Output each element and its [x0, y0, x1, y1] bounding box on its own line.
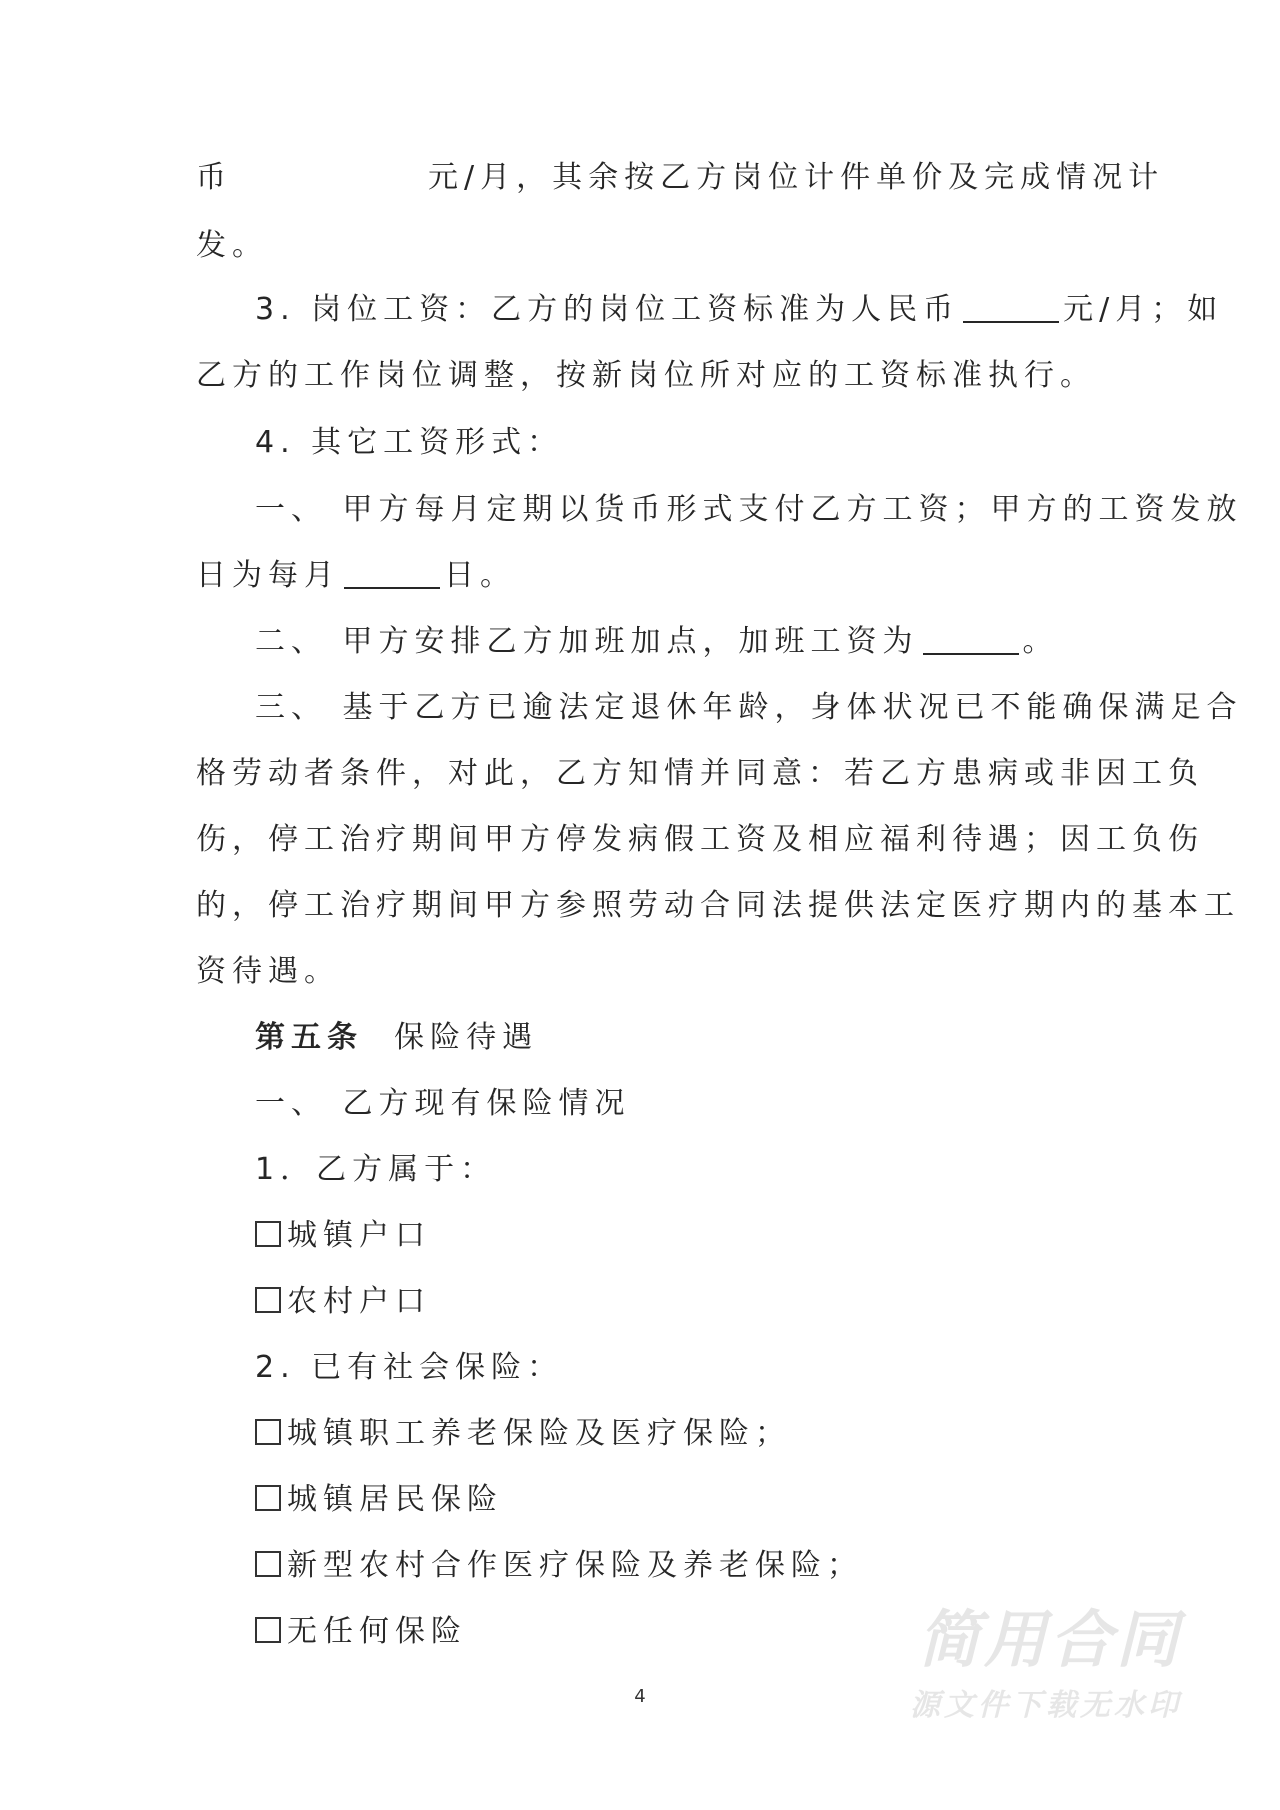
- checkbox-label: 城镇职工养老保险及医疗保险；: [287, 1416, 791, 1451]
- text-line-16: 1．乙方属于：: [255, 1152, 497, 1187]
- checkbox-icon[interactable]: [255, 1287, 281, 1313]
- text-segment: 日为每月: [196, 558, 340, 593]
- checkbox-label: 城镇户口: [287, 1218, 431, 1253]
- text-line-9: 三、 基于乙方已逾法定退休年龄，身体状况已不能确保满足合: [255, 690, 1243, 725]
- text-line-3: [255, 290, 1224, 330]
- article-title: 保险待遇: [394, 1020, 539, 1055]
- text-line-15: 一、 乙方现有保险情况: [255, 1086, 631, 1121]
- checkbox-icon[interactable]: [255, 1485, 281, 1511]
- checkbox-label: 农村户口: [287, 1284, 431, 1319]
- text-segment: 币: [196, 160, 232, 195]
- fill-in-blank: [923, 623, 1019, 655]
- checkbox-urban-resident-insurance[interactable]: [255, 1480, 1155, 1520]
- checkbox-rural-cooperative-insurance[interactable]: [255, 1546, 1155, 1586]
- checkbox-rural-hukou[interactable]: [255, 1282, 1155, 1322]
- text-line-12: 的，停工治疗期间甲方参照劳动合同法提供法定医疗期内的基本工: [196, 888, 1240, 923]
- text-segment: 二、 甲方安排乙方加班加点，加班工资为: [255, 624, 919, 659]
- checkbox-icon[interactable]: [255, 1419, 281, 1445]
- text-line-11: 伤，停工治疗期间甲方停发病假工资及相应福利待遇；因工负伤: [196, 822, 1204, 857]
- fill-in-blank: [344, 557, 440, 589]
- text-line-13: 资待遇。: [196, 954, 340, 989]
- checkbox-urban-hukou[interactable]: [255, 1216, 1155, 1256]
- text-segment: 日。: [444, 558, 516, 593]
- text-line-6: 一、 甲方每月定期以货币形式支付乙方工资；甲方的工资发放: [255, 492, 1243, 527]
- text-line-4: 乙方的工作岗位调整，按新岗位所对应的工资标准执行。: [196, 358, 1096, 393]
- text-line-7: [196, 556, 1096, 596]
- checkbox-icon[interactable]: [255, 1617, 281, 1643]
- checkbox-icon[interactable]: [255, 1221, 281, 1247]
- page-number: 4: [634, 1686, 646, 1707]
- checkbox-urban-employee-insurance[interactable]: [255, 1414, 1155, 1454]
- fill-in-blank: [963, 291, 1059, 323]
- text-line-1: [196, 158, 1165, 198]
- text-line-5: 4. 其它工资形式：: [255, 425, 564, 460]
- text-segment: 元/月；如: [1063, 292, 1224, 327]
- checkbox-icon[interactable]: [255, 1551, 281, 1577]
- text-segment: 。: [1022, 624, 1059, 659]
- article-number: 第五条: [255, 1020, 363, 1055]
- section-heading: [255, 1018, 1155, 1058]
- text-segment: 元/月，其余按乙方岗位计件单价及完成情况计: [428, 160, 1165, 195]
- checkbox-label: 城镇居民保险: [287, 1482, 503, 1517]
- text-line-19: 2. 已有社会保险：: [255, 1350, 564, 1385]
- watermark-subtitle: 源文件下载无水印: [910, 1688, 1182, 1723]
- text-segment: 3. 岗位工资：乙方的岗位工资标准为人民币: [255, 292, 960, 327]
- text-line-2: 发。: [196, 228, 268, 263]
- checkbox-label: 无任何保险: [287, 1614, 467, 1649]
- text-line-8: [255, 622, 1155, 662]
- checkbox-label: 新型农村合作医疗保险及养老保险；: [287, 1548, 863, 1583]
- watermark-logo: 简用合同: [917, 1603, 1182, 1676]
- text-line-10: 格劳动者条件，对此，乙方知情并同意：若乙方患病或非因工负: [196, 756, 1204, 791]
